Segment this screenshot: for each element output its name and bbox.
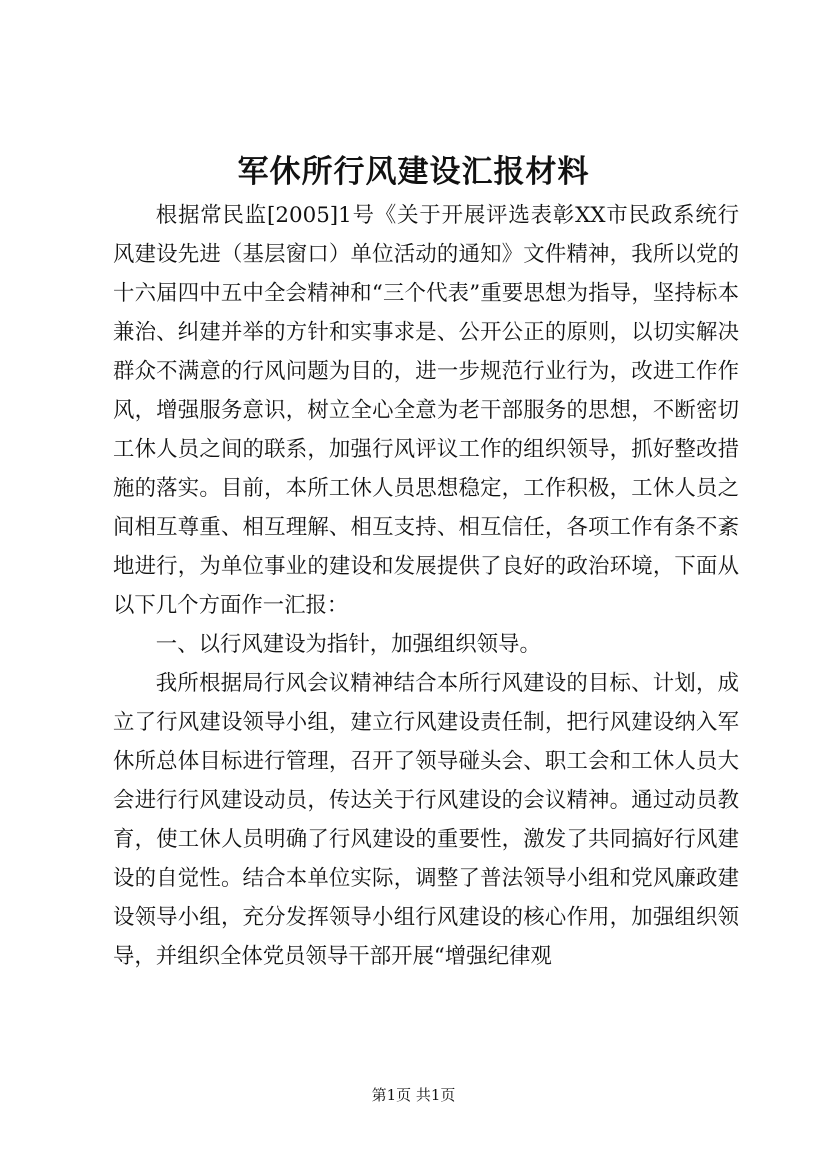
paragraph-intro: 根据常民监[2005]1号《关于开展评选表彰XX市民政系统行风建设先进（基层窗口）单位活动的通知》文件精神，我所以党的十六届四中五中全会精神和“三个代表”重要思想为指导，坚持标本兼治、纠建并举的方针和实事求是、公开公正的原则，以切实解决群众不满意的行风问题为目的，进一步规范行业行为，改进工作作风，增强服务意识，树立全心全意为老干部服务的思想，不断密切工休人员之间的联系，加强行风评议工作的组织领导，抓好整改措施的落实。目前，本所工休人员思想稳定，工作积极，工休人员之间相互尊重、相互理解、相互支持、相互信任，各项工作有条不紊地进行，为单位事业的建设和发展提供了良好的政治环境，下面从以下几个方面作一汇报： bbox=[113, 203, 739, 618]
document-body bbox=[113, 196, 739, 976]
paragraph-section-1: 我所根据局行风会议精神结合本所行风建设的目标、计划，成立了行风建设领导小组，建立行风建设责任制，把行风建设纳入军休所总体目标进行管理，召开了领导碰头会、职工会和工休人员大会进行行风建设动员，传达关于行风建设的会议精神。通过动员教育，使工休人员明确了行风建设的重要性，激发了共同搞好行风建设的自觉性。结合本单位实际，调整了普法领导小组和党风廉政建设领导小组，充分发挥领导小组行风建设的核心作用，加强组织领导，并组织全体党员领导干部开展“增强纪律观 bbox=[113, 671, 739, 969]
document-title: 军休所行风建设汇报材料 bbox=[237, 154, 590, 190]
section-heading-1: 一、以行风建设为指针，加强组织领导。 bbox=[155, 632, 541, 657]
page-footer: 第1页 共1页 bbox=[371, 1086, 456, 1104]
